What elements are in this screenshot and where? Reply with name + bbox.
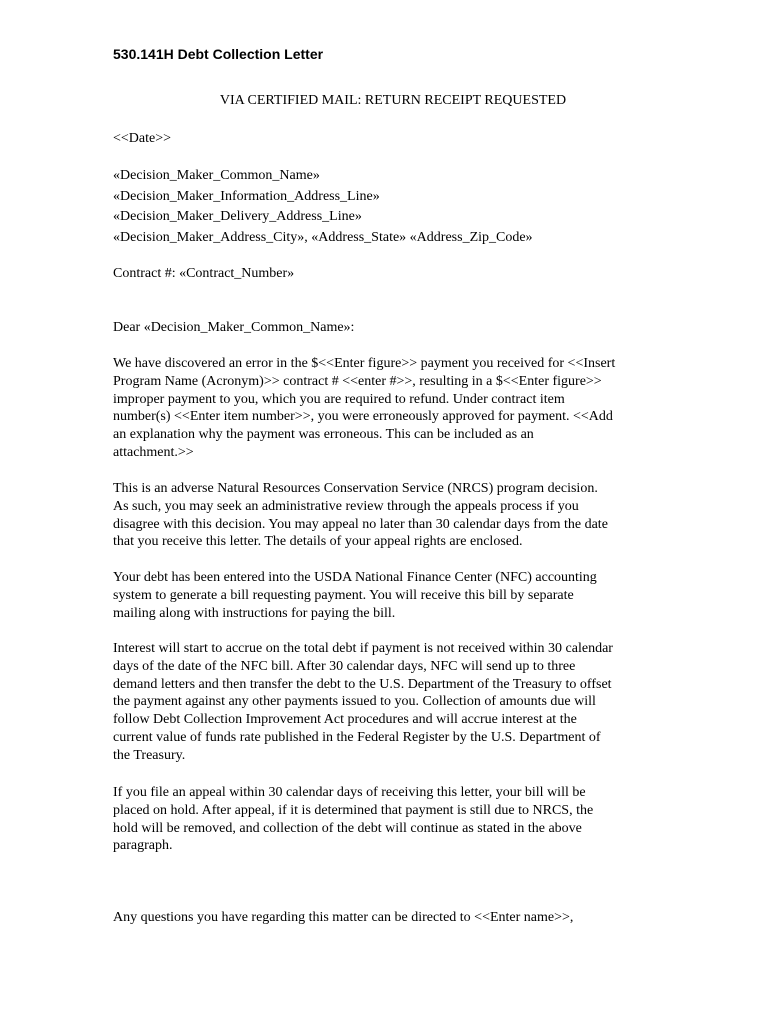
address-line: «Decision_Maker_Information_Address_Line» [113,188,380,204]
paragraph-line: improper payment to you, which you are required to refund. Under contract item [113,391,565,407]
paragraph-line: attachment.>> [113,444,194,460]
paragraph-line: hold will be removed, and collection of the debt will continue as stated in the above [113,820,582,836]
paragraph-error [113,355,665,462]
paragraph-line: current value of funds rate published in the Federal Register by the U.S. Department of [113,729,601,745]
date-line [113,130,665,148]
paragraph-questions [113,909,665,927]
paragraph-line: Program Name (Acronym)>> contract # <<enter #>>, resulting in a $<<Enter figure>> [113,373,602,389]
contract-number: Contract #: «Contract_Number» [113,266,295,281]
paragraph-line: mailing along with instructions for paying the bill. [113,605,396,621]
document-heading: 530.141H Debt Collection Letter [113,46,324,62]
paragraph-debt-entered [113,569,665,622]
address-line: «Decision_Maker_Delivery_Address_Line» [113,209,362,224]
paragraph-line: an explanation why the payment was erroneous. This can be included as an [113,427,534,443]
paragraph-line: system to generate a bill requesting payment. You will receive this bill by separate [113,587,574,603]
paragraph-line: Any questions you have regarding this matter can be directed to <<Enter name>>, [113,910,574,925]
salutation [113,319,665,337]
paragraph-adverse-decision [113,480,665,551]
paragraph-line: As such, you may seek an administrative review through the appeals process if you [113,498,579,514]
paragraph-line: placed on hold. After appeal, if it is determined that payment is still due to NRCS, the [113,802,594,818]
paragraph-line: If you file an appeal within 30 calendar days of receiving this letter, your bill will be [113,785,586,800]
paragraph-appeal-hold [113,784,665,855]
paragraph-line: that you receive this letter. The details of your appeal rights are enclosed. [113,534,523,550]
paragraph-line: follow Debt Collection Improvement Act procedures and will accrue interest at the [113,712,577,728]
date-placeholder: <<Date>> [113,131,172,146]
paragraph-line: This is an adverse Natural Resources Conservation Service (NRCS) program decision. [113,481,598,496]
paragraph-line: paragraph. [113,838,173,854]
paragraph-line: the payment against any other payments issued to you. Collection of amounts due will [113,694,596,710]
paragraph-line: Interest will start to accrue on the total debt if payment is not received within 30 calendar [113,641,613,656]
paragraph-line: We have discovered an error in the $<<Enter figure>> payment you received for <<Insert [113,356,616,371]
paragraph-interest [113,640,665,765]
mail-notice: VIA CERTIFIED MAIL: RETURN RECEIPT REQUESTED [219,93,567,108]
address-block [113,166,665,248]
salutation-text: Dear «Decision_Maker_Common_Name»: [113,320,355,335]
paragraph-line: the Treasury. [113,747,186,763]
paragraph-line: demand letters and then transfer the debt to the U.S. Department of the Treasury to offset [113,676,612,692]
address-line: «Decision_Maker_Address_City», «Address_State» «Address_Zip_Code» [113,229,533,245]
paragraph-line: disagree with this decision. You may appeal no later than 30 calendar days from the date [113,516,608,532]
address-line: «Decision_Maker_Common_Name» [113,168,320,183]
contract-line [113,265,665,283]
paragraph-line: number(s) <<Enter item number>>, you were erroneously approved for payment. <<Add [113,409,613,425]
paragraph-line: days of the date of the NFC bill. After 30 calendar days, NFC will send up to three [113,658,576,674]
paragraph-line: Your debt has been entered into the USDA National Finance Center (NFC) accounting [113,570,597,585]
